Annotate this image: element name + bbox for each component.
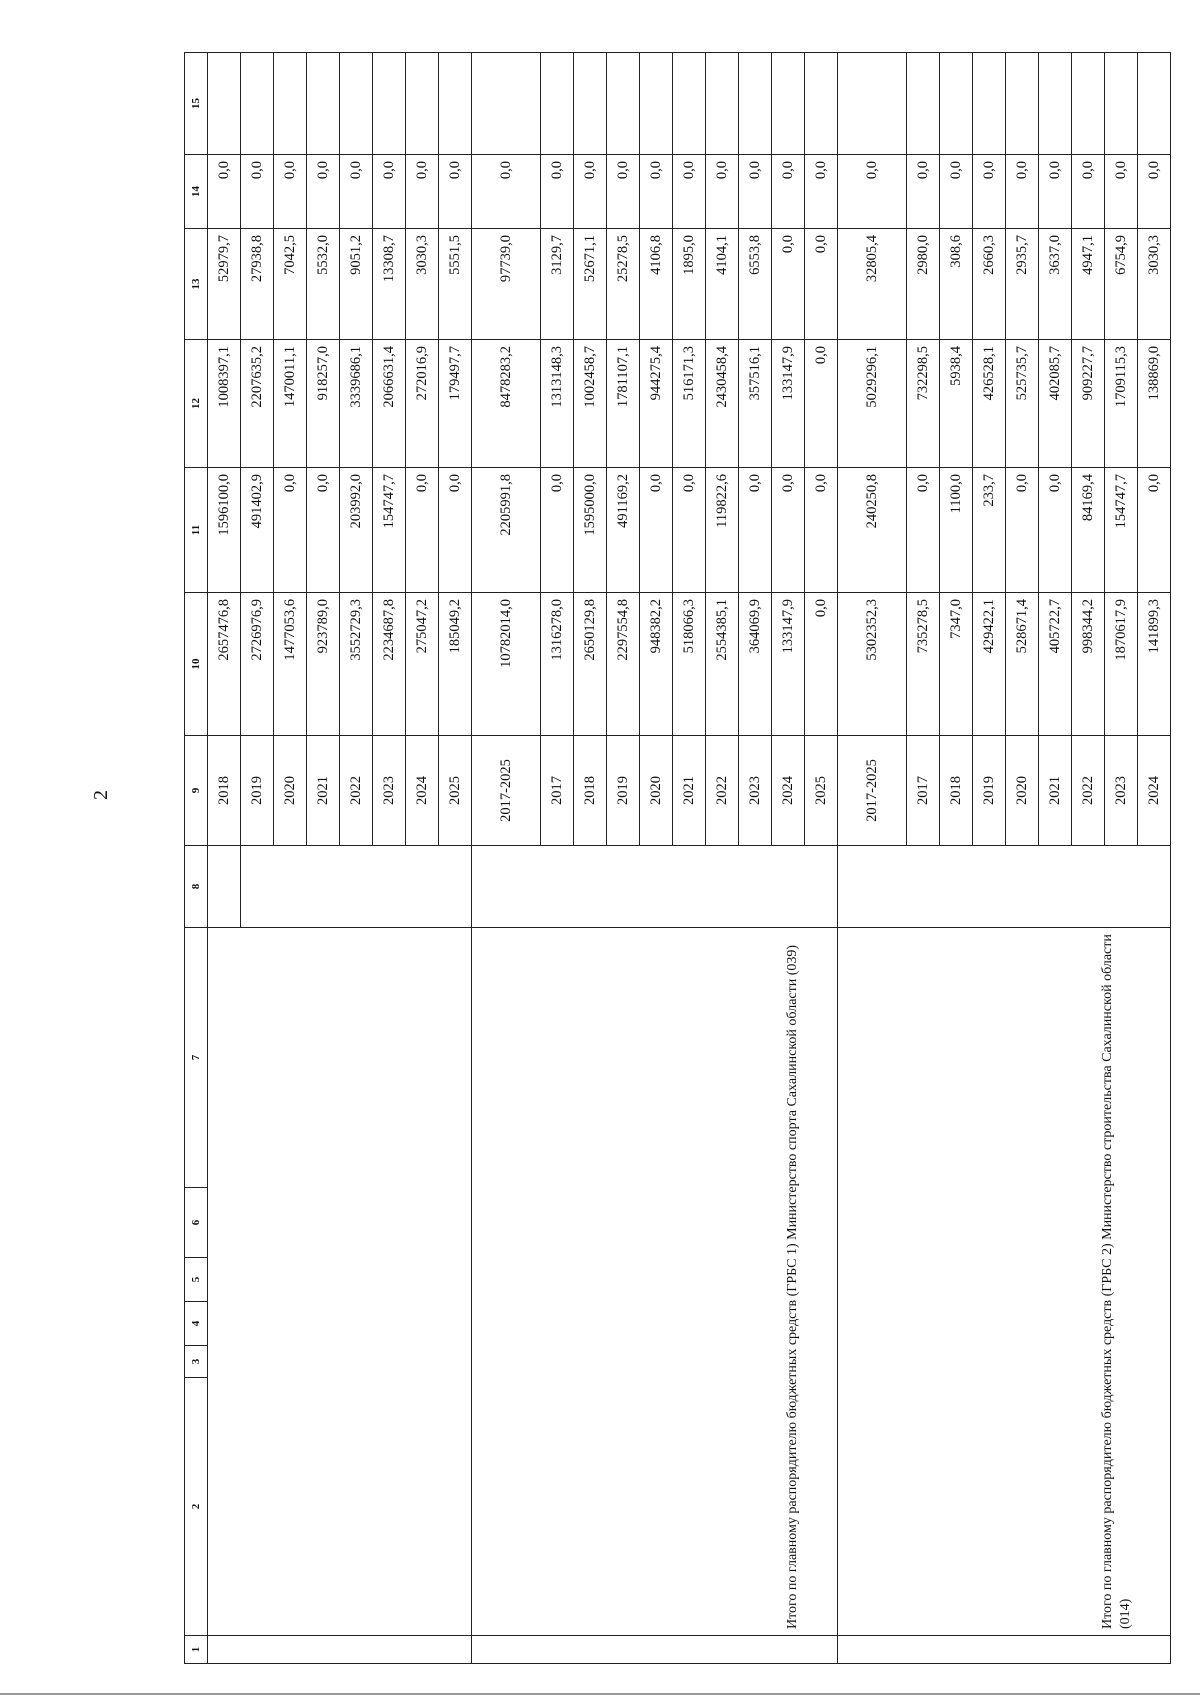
value-cell-10: 2554385,1: [706, 593, 739, 736]
value-cell-12: 5029296,1: [838, 340, 907, 468]
value-cell-14: 0,0: [673, 155, 706, 229]
value-cell-15: [208, 53, 241, 155]
value-cell-15: [739, 53, 772, 155]
column-header-11: 11: [185, 468, 208, 593]
year-cell: 2020: [640, 736, 673, 846]
group-label: Итого по главному распорядителю бюджетных средств (ГРБС 1) Министерство спорта Сахалинской области (039): [472, 928, 838, 1636]
value-cell-14: 0,0: [706, 155, 739, 229]
value-cell-12: 2430458,4: [706, 340, 739, 468]
value-cell-13: 3030,3: [406, 229, 439, 340]
value-cell-14: 0,0: [208, 155, 241, 229]
value-cell-14: 0,0: [241, 155, 274, 229]
blank-cell-1: [472, 1636, 838, 1664]
value-cell-14: 0,0: [1039, 155, 1072, 229]
blank-cell-2-7: [208, 928, 472, 1636]
group-label: Итого по главному распорядителю бюджетных средств (ГРБС 2) Министерство строительства Сахалинской области (014): [838, 928, 1171, 1636]
value-cell-10: 275047,2: [406, 593, 439, 736]
value-cell-11: 240250,8: [838, 468, 907, 593]
column-header-10: 10: [185, 593, 208, 736]
year-cell: 2025: [805, 736, 838, 846]
year-cell: 2018: [574, 736, 607, 846]
table-row-total: [472, 53, 541, 1664]
blank-cell-8: [838, 846, 1171, 928]
column-header-5: 5: [185, 1258, 208, 1302]
year-cell: 2018: [208, 736, 241, 846]
year-cell: 2022: [1072, 736, 1105, 846]
value-cell-12: 909227,7: [1072, 340, 1105, 468]
year-cell: 2021: [1039, 736, 1072, 846]
value-cell-14: 0,0: [640, 155, 673, 229]
value-cell-13: 4106,8: [640, 229, 673, 340]
value-cell-10: 1316278,0: [541, 593, 574, 736]
column-header-3: 3: [185, 1346, 208, 1378]
value-cell-11: 203992,0: [340, 468, 373, 593]
value-cell-14: 0,0: [541, 155, 574, 229]
column-header-13: 13: [185, 229, 208, 340]
value-cell-13: 6754,9: [1105, 229, 1138, 340]
value-cell-11: 233,7: [973, 468, 1006, 593]
value-cell-13: 5532,0: [307, 229, 340, 340]
value-cell-15: [373, 53, 406, 155]
column-header-7: 7: [185, 928, 208, 1188]
value-cell-15: [973, 53, 1006, 155]
value-cell-15: [307, 53, 340, 155]
value-cell-10: 1477053,6: [274, 593, 307, 736]
year-cell: 2021: [307, 736, 340, 846]
value-cell-14: 0,0: [973, 155, 1006, 229]
value-cell-10: 3552729,3: [340, 593, 373, 736]
year-cell: 2022: [706, 736, 739, 846]
value-cell-11: 0,0: [772, 468, 805, 593]
year-cell: 2024: [772, 736, 805, 846]
value-cell-15: [472, 53, 541, 155]
value-cell-10: 518066,3: [673, 593, 706, 736]
year-cell: 2022: [340, 736, 373, 846]
value-cell-11: 0,0: [739, 468, 772, 593]
value-cell-15: [241, 53, 274, 155]
value-cell-12: 732298,5: [907, 340, 940, 468]
value-cell-11: 0,0: [541, 468, 574, 593]
value-cell-15: [838, 53, 907, 155]
value-cell-13: 0,0: [772, 229, 805, 340]
value-cell-13: 2980,0: [907, 229, 940, 340]
value-cell-13: 25278,5: [607, 229, 640, 340]
value-cell-12: 3339686,1: [340, 340, 373, 468]
value-cell-14: 0,0: [838, 155, 907, 229]
value-cell-15: [574, 53, 607, 155]
value-cell-11: 0,0: [307, 468, 340, 593]
value-cell-15: [274, 53, 307, 155]
value-cell-11: 0,0: [274, 468, 307, 593]
value-cell-13: 97739,0: [472, 229, 541, 340]
value-cell-11: 491402,9: [241, 468, 274, 593]
value-cell-11: 0,0: [907, 468, 940, 593]
value-cell-13: 4947,1: [1072, 229, 1105, 340]
value-cell-10: 2650129,8: [574, 593, 607, 736]
year-cell: 2020: [1006, 736, 1039, 846]
table-row-total: [838, 53, 907, 1664]
value-cell-12: 402085,7: [1039, 340, 1072, 468]
year-cell: 2023: [373, 736, 406, 846]
year-cell: 2024: [1138, 736, 1171, 846]
value-cell-14: 0,0: [805, 155, 838, 229]
value-cell-10: 2726976,9: [241, 593, 274, 736]
value-cell-13: 7042,5: [274, 229, 307, 340]
value-cell-15: [439, 53, 472, 155]
value-cell-11: 119822,6: [706, 468, 739, 593]
value-cell-14: 0,0: [406, 155, 439, 229]
value-cell-10: 429422,1: [973, 593, 1006, 736]
value-cell-15: [340, 53, 373, 155]
value-cell-12: 516171,3: [673, 340, 706, 468]
value-cell-13: 3030,3: [1138, 229, 1171, 340]
year-cell: 2018: [940, 736, 973, 846]
value-cell-12: 357516,1: [739, 340, 772, 468]
value-cell-14: 0,0: [907, 155, 940, 229]
value-cell-10: 2297554,8: [607, 593, 640, 736]
value-cell-11: 1595000,0: [574, 468, 607, 593]
value-cell-12: 5938,4: [940, 340, 973, 468]
value-cell-11: 2205991,8: [472, 468, 541, 593]
budget-table-rotated: [184, 53, 1162, 1664]
value-cell-13: 32805,4: [838, 229, 907, 340]
value-cell-13: 0,0: [805, 229, 838, 340]
column-header-1: 1: [185, 1636, 208, 1664]
value-cell-15: [541, 53, 574, 155]
value-cell-10: 923789,0: [307, 593, 340, 736]
value-cell-14: 0,0: [307, 155, 340, 229]
year-cell: 2023: [1105, 736, 1138, 846]
value-cell-11: 0,0: [640, 468, 673, 593]
value-cell-15: [1138, 53, 1171, 155]
value-cell-14: 0,0: [1105, 155, 1138, 229]
value-cell-14: 0,0: [574, 155, 607, 229]
value-cell-12: 1313148,3: [541, 340, 574, 468]
value-cell-12: 426528,1: [973, 340, 1006, 468]
value-cell-10: 185049,2: [439, 593, 472, 736]
value-cell-11: 0,0: [805, 468, 838, 593]
value-cell-11: 1100,0: [940, 468, 973, 593]
value-cell-13: 52979,7: [208, 229, 241, 340]
column-header-6: 6: [185, 1188, 208, 1258]
year-cell: 2017: [541, 736, 574, 846]
value-cell-11: 0,0: [1039, 468, 1072, 593]
column-header-15: 15: [185, 53, 208, 155]
column-header-12: 12: [185, 340, 208, 468]
value-cell-10: 735278,5: [907, 593, 940, 736]
year-cell: 2024: [406, 736, 439, 846]
value-cell-11: 0,0: [1138, 468, 1171, 593]
value-cell-14: 0,0: [472, 155, 541, 229]
column-header-2: 2: [185, 1378, 208, 1636]
year-cell: 2017-2025: [472, 736, 541, 846]
value-cell-13: 52671,1: [574, 229, 607, 340]
value-cell-15: [406, 53, 439, 155]
budget-table: [184, 52, 1171, 1664]
value-cell-10: 1870617,9: [1105, 593, 1138, 736]
blank-cell-8: [241, 846, 472, 928]
value-cell-11: 491169,2: [607, 468, 640, 593]
year-cell: 2019: [973, 736, 1006, 846]
value-cell-11: 0,0: [439, 468, 472, 593]
value-cell-12: 1470011,1: [274, 340, 307, 468]
value-cell-15: [940, 53, 973, 155]
value-cell-10: 0,0: [805, 593, 838, 736]
value-cell-15: [805, 53, 838, 155]
year-cell: 2023: [739, 736, 772, 846]
value-cell-12: 1008397,1: [208, 340, 241, 468]
value-cell-13: 3637,0: [1039, 229, 1072, 340]
value-cell-10: 2234687,8: [373, 593, 406, 736]
value-cell-12: 2207635,2: [241, 340, 274, 468]
year-cell: 2019: [607, 736, 640, 846]
value-cell-14: 0,0: [274, 155, 307, 229]
value-cell-12: 918257,0: [307, 340, 340, 468]
value-cell-13: 5551,5: [439, 229, 472, 340]
value-cell-14: 0,0: [607, 155, 640, 229]
value-cell-10: 10782014,0: [472, 593, 541, 736]
value-cell-12: 133147,9: [772, 340, 805, 468]
value-cell-12: 944275,4: [640, 340, 673, 468]
value-cell-10: 7347,0: [940, 593, 973, 736]
blank-cell-8: [208, 846, 241, 928]
value-cell-10: 133147,9: [772, 593, 805, 736]
value-cell-10: 528671,4: [1006, 593, 1039, 736]
value-cell-10: 5302352,3: [838, 593, 907, 736]
value-cell-14: 0,0: [340, 155, 373, 229]
column-header-14: 14: [185, 155, 208, 229]
value-cell-15: [772, 53, 805, 155]
value-cell-12: 272016,9: [406, 340, 439, 468]
value-cell-15: [1105, 53, 1138, 155]
value-cell-13: 2660,3: [973, 229, 1006, 340]
value-cell-12: 2066631,4: [373, 340, 406, 468]
value-cell-10: 2657476,8: [208, 593, 241, 736]
value-cell-12: 1002458,7: [574, 340, 607, 468]
value-cell-10: 141899,3: [1138, 593, 1171, 736]
value-cell-11: 84169,4: [1072, 468, 1105, 593]
value-cell-15: [640, 53, 673, 155]
value-cell-12: 1781107,1: [607, 340, 640, 468]
value-cell-13: 4104,1: [706, 229, 739, 340]
value-cell-15: [607, 53, 640, 155]
value-cell-14: 0,0: [373, 155, 406, 229]
value-cell-12: 138869,0: [1138, 340, 1171, 468]
blank-cell-1: [208, 1636, 472, 1664]
value-cell-13: 308,6: [940, 229, 973, 340]
column-header-8: 8: [185, 846, 208, 928]
scan-edge-line: [0, 1693, 1200, 1695]
value-cell-15: [907, 53, 940, 155]
value-cell-11: 1596100,0: [208, 468, 241, 593]
blank-cell-1: [838, 1636, 1171, 1664]
value-cell-14: 0,0: [940, 155, 973, 229]
table-row: [208, 53, 241, 1664]
value-cell-12: 1709115,3: [1105, 340, 1138, 468]
value-cell-15: [673, 53, 706, 155]
value-cell-11: 0,0: [1006, 468, 1039, 593]
year-cell: 2017-2025: [838, 736, 907, 846]
value-cell-15: [1072, 53, 1105, 155]
table-body: [208, 53, 1171, 1664]
value-cell-12: 0,0: [805, 340, 838, 468]
column-header-9: 9: [185, 736, 208, 846]
value-cell-15: [1006, 53, 1039, 155]
value-cell-13: 6553,8: [739, 229, 772, 340]
value-cell-13: 9051,2: [340, 229, 373, 340]
value-cell-14: 0,0: [739, 155, 772, 229]
value-cell-15: [1039, 53, 1072, 155]
value-cell-13: 13308,7: [373, 229, 406, 340]
column-number-row: [185, 53, 208, 1664]
value-cell-12: 179497,7: [439, 340, 472, 468]
value-cell-14: 0,0: [1138, 155, 1171, 229]
value-cell-13: 3129,7: [541, 229, 574, 340]
value-cell-14: 0,0: [439, 155, 472, 229]
year-cell: 2019: [241, 736, 274, 846]
value-cell-10: 364069,9: [739, 593, 772, 736]
year-cell: 2021: [673, 736, 706, 846]
blank-cell-8: [472, 846, 838, 928]
value-cell-10: 405722,7: [1039, 593, 1072, 736]
value-cell-11: 154747,7: [1105, 468, 1138, 593]
value-cell-12: 525735,7: [1006, 340, 1039, 468]
value-cell-11: 154747,7: [373, 468, 406, 593]
column-header-4: 4: [185, 1302, 208, 1346]
year-cell: 2017: [907, 736, 940, 846]
page-number: 2: [90, 790, 112, 800]
value-cell-12: 8478283,2: [472, 340, 541, 468]
value-cell-11: 0,0: [673, 468, 706, 593]
value-cell-10: 998344,2: [1072, 593, 1105, 736]
value-cell-14: 0,0: [1006, 155, 1039, 229]
value-cell-13: 27938,8: [241, 229, 274, 340]
value-cell-13: 1895,0: [673, 229, 706, 340]
year-cell: 2025: [439, 736, 472, 846]
value-cell-15: [706, 53, 739, 155]
value-cell-10: 948382,2: [640, 593, 673, 736]
value-cell-14: 0,0: [772, 155, 805, 229]
value-cell-14: 0,0: [1072, 155, 1105, 229]
year-cell: 2020: [274, 736, 307, 846]
value-cell-11: 0,0: [406, 468, 439, 593]
value-cell-13: 2935,7: [1006, 229, 1039, 340]
